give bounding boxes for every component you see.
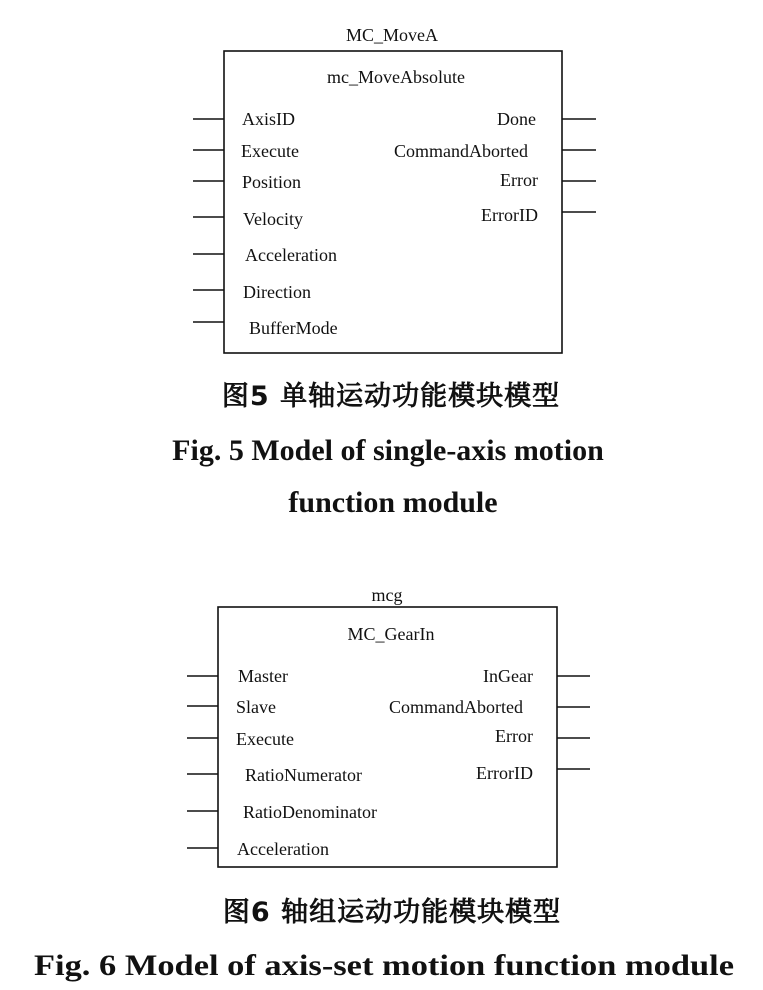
- figure5-input-label: Acceleration: [245, 245, 337, 265]
- figure5-caption-english-line1: Fig. 5 Model of single-axis motion: [172, 434, 604, 467]
- figure6-input-pin: [187, 765, 362, 785]
- figure5-caption-english-line2: function module: [288, 486, 498, 519]
- figure5-input-label: AxisID: [242, 109, 295, 129]
- figure5-input-pin: [193, 109, 295, 129]
- figure6-output-pin: [495, 726, 590, 746]
- figure6-instance-name: mcg: [371, 585, 403, 605]
- figure5-output-label: Done: [497, 109, 536, 129]
- figure5-input-label: Velocity: [243, 209, 303, 229]
- figure5-input-pin: [193, 172, 301, 192]
- figure5-function-name: mc_MoveAbsolute: [327, 67, 465, 87]
- figure5-output-pin: [497, 109, 596, 129]
- figure5-input-pin: [193, 245, 337, 265]
- figure6-input-pin: [187, 802, 377, 822]
- figure5-input-label: Execute: [241, 141, 299, 161]
- figure6-output-pin: [389, 697, 590, 717]
- figure5-instance-name: MC_MoveA: [345, 25, 439, 45]
- figure6-inputs: [187, 666, 377, 859]
- figure6-input-label: Execute: [236, 729, 294, 749]
- figure5-function-block: [224, 51, 562, 353]
- figure6-outputs: [389, 666, 590, 783]
- figure6-caption-english: Fig. 6 Model of axis-set motion function module: [34, 949, 734, 982]
- figure5-input-label: Position: [242, 172, 302, 192]
- figure6-input-label: Acceleration: [237, 839, 329, 859]
- figure6-input-pin: [187, 697, 276, 717]
- figure6-function-name: MC_GearIn: [347, 624, 435, 644]
- figure5-input-pin: [193, 141, 299, 161]
- figure5-output-label: Error: [500, 170, 538, 190]
- figure6-block-diagram: [187, 585, 590, 867]
- figure6-caption-chinese: 图6 轴组运动功能模块模型: [222, 897, 562, 928]
- figure6-input-pin: [187, 666, 288, 686]
- figure6-input-label: RatioDenominator: [243, 802, 377, 822]
- figure5-output-pin: [500, 170, 596, 190]
- figure5-input-label: Direction: [243, 282, 311, 302]
- figure5-input-pin: [193, 318, 338, 338]
- figure6-output-label: InGear: [483, 666, 533, 686]
- figure5-block-diagram: [193, 25, 596, 353]
- figure5-output-label: CommandAborted: [394, 141, 528, 161]
- figure5-caption-chinese: 图5 单轴运动功能模块模型: [221, 381, 561, 412]
- figure6-input-label: Master: [238, 666, 288, 686]
- figure5-output-pin: [481, 205, 596, 225]
- figure6-output-pin: [476, 763, 590, 783]
- figure6-input-label: RatioNumerator: [245, 765, 362, 785]
- figure6-input-pin: [187, 729, 294, 749]
- figure5-inputs: [193, 109, 338, 338]
- figure5-input-label: BufferMode: [249, 318, 338, 338]
- figure6-output-label: Error: [495, 726, 533, 746]
- figure6-input-pin: [187, 839, 329, 859]
- figure5-outputs: [394, 109, 596, 225]
- figure6-output-pin: [483, 666, 590, 686]
- figure5-input-pin: [193, 282, 311, 302]
- figure5-input-pin: [193, 209, 303, 229]
- figure6-input-label: Slave: [236, 697, 276, 717]
- figure5-output-pin: [394, 141, 596, 161]
- figure6-output-label: ErrorID: [476, 763, 533, 783]
- figure6-output-label: CommandAborted: [389, 697, 523, 717]
- figure5-output-label: ErrorID: [481, 205, 538, 225]
